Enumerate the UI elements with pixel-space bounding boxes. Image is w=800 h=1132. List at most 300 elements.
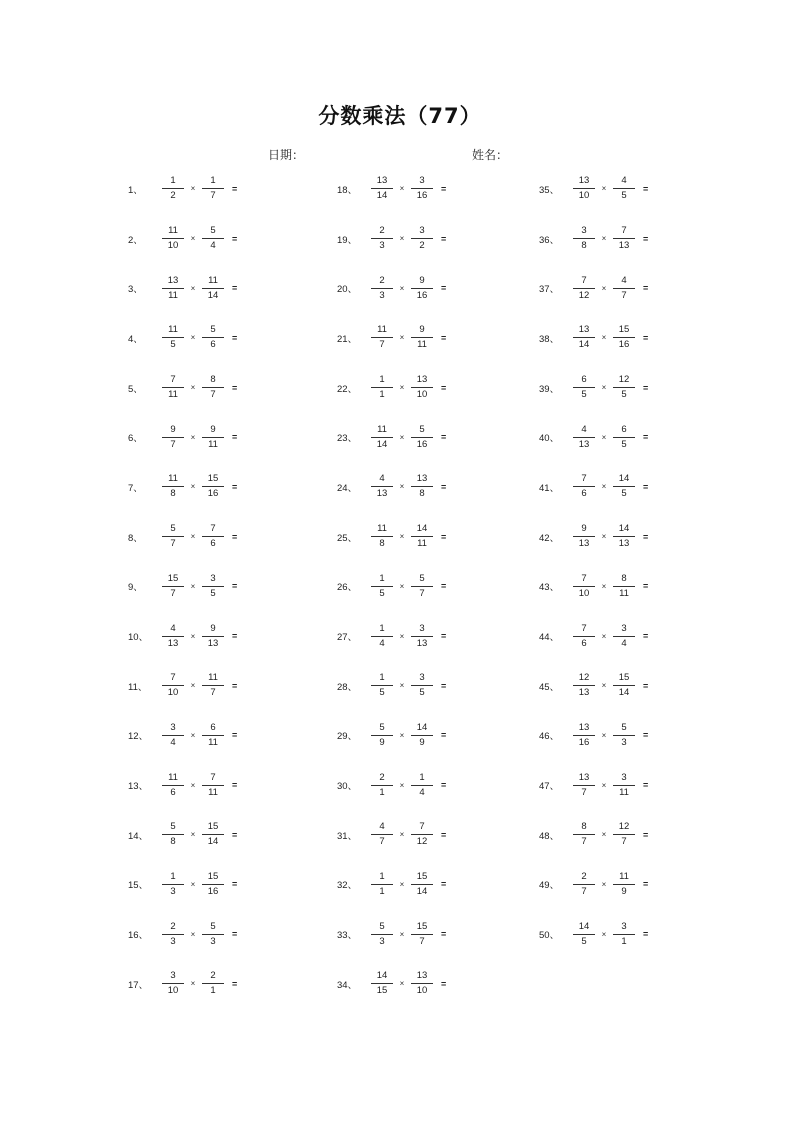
denominator: 14	[376, 190, 388, 202]
multiply-sign: ×	[601, 730, 607, 740]
problem-number: 20、	[337, 284, 358, 296]
numerator: 2	[379, 274, 385, 286]
equals-sign: =	[232, 382, 238, 393]
denominator: 5	[581, 935, 587, 947]
fraction-bar	[162, 188, 184, 189]
denominator: 10	[416, 985, 428, 997]
denominator: 9	[379, 736, 385, 748]
problem-number: 14、	[128, 830, 149, 842]
problem-row	[539, 263, 759, 313]
fraction-bar	[202, 288, 224, 289]
multiply-sign: ×	[190, 929, 196, 939]
fraction-bar	[162, 337, 184, 338]
fraction-left	[573, 772, 595, 799]
fraction-bar	[202, 536, 224, 537]
fraction-bar	[371, 884, 393, 885]
problem-column-2	[337, 164, 557, 1009]
fraction-bar	[573, 486, 595, 487]
denominator: 3	[170, 885, 176, 897]
denominator: 4	[621, 637, 627, 649]
fraction-bar	[371, 636, 393, 637]
denominator: 13	[618, 538, 630, 550]
fraction-bar	[162, 486, 184, 487]
fraction-bar	[573, 685, 595, 686]
denominator: 12	[416, 836, 428, 848]
multiply-sign: ×	[399, 432, 405, 442]
denominator: 7	[581, 836, 587, 848]
denominator: 11	[168, 389, 178, 401]
equals-sign: =	[232, 183, 238, 194]
multiply-sign: ×	[190, 879, 196, 889]
problem-number: 40、	[539, 433, 560, 445]
fraction-right	[613, 722, 635, 749]
numerator: 7	[419, 821, 425, 833]
denominator: 7	[170, 438, 176, 450]
denominator: 8	[170, 488, 176, 500]
fraction-right	[613, 523, 635, 550]
problem-row	[337, 512, 557, 562]
denominator: 1	[379, 786, 385, 798]
problem-row	[539, 363, 759, 413]
fraction-left	[573, 225, 595, 252]
problem-number: 32、	[337, 880, 358, 892]
problem-row	[337, 313, 557, 363]
problem-number: 18、	[337, 184, 358, 196]
denominator: 9	[419, 736, 425, 748]
fraction-left	[371, 523, 393, 550]
fraction-left	[162, 374, 184, 401]
fraction-right	[411, 473, 433, 500]
problem-number: 21、	[337, 333, 358, 345]
multiply-sign: ×	[601, 879, 607, 889]
numerator: 13	[578, 771, 590, 783]
fraction-bar	[202, 636, 224, 637]
fraction-right	[411, 175, 433, 202]
denominator: 7	[419, 587, 425, 599]
fraction-bar	[411, 934, 433, 935]
problem-number: 3、	[128, 284, 143, 296]
fraction-right	[411, 722, 433, 749]
fraction-bar	[411, 834, 433, 835]
fraction-bar	[162, 387, 184, 388]
denominator: 3	[379, 935, 385, 947]
fraction-bar	[411, 437, 433, 438]
fraction-right	[202, 772, 224, 799]
numerator: 5	[170, 821, 176, 833]
fraction-left	[573, 871, 595, 898]
problem-number: 38、	[539, 333, 560, 345]
denominator: 5	[621, 488, 627, 500]
fraction-bar	[613, 884, 635, 885]
denominator: 3	[379, 240, 385, 252]
fraction-bar	[573, 735, 595, 736]
fraction-bar	[202, 586, 224, 587]
problem-number: 4、	[128, 333, 143, 345]
equals-sign: =	[441, 432, 447, 443]
fraction-bar	[371, 437, 393, 438]
fraction-bar	[411, 387, 433, 388]
denominator: 10	[167, 985, 179, 997]
fraction-left	[162, 324, 184, 351]
fraction-bar	[613, 188, 635, 189]
equals-sign: =	[441, 183, 447, 194]
denominator: 16	[416, 190, 428, 202]
fraction-right	[202, 225, 224, 252]
fraction-left	[573, 473, 595, 500]
numerator: 15	[416, 920, 428, 932]
fraction-left	[371, 424, 393, 451]
fraction-right	[411, 324, 433, 351]
denominator: 3	[210, 935, 216, 947]
denominator: 11	[619, 786, 629, 798]
fraction-bar	[162, 785, 184, 786]
problem-number: 13、	[128, 781, 149, 793]
numerator: 12	[618, 374, 630, 386]
denominator: 7	[379, 339, 385, 351]
problem-number: 5、	[128, 383, 143, 395]
multiply-sign: ×	[399, 283, 405, 293]
denominator: 16	[578, 736, 590, 748]
denominator: 11	[208, 736, 218, 748]
denominator: 16	[207, 488, 219, 500]
problem-number: 15、	[128, 880, 149, 892]
denominator: 6	[210, 538, 216, 550]
fraction-left	[371, 772, 393, 799]
problem-number: 44、	[539, 632, 560, 644]
denominator: 5	[379, 587, 385, 599]
problem-row	[337, 711, 557, 761]
fraction-right	[613, 424, 635, 451]
denominator: 3	[170, 935, 176, 947]
denominator: 10	[167, 240, 179, 252]
fraction-bar	[202, 387, 224, 388]
multiply-sign: ×	[399, 333, 405, 343]
numerator: 2	[581, 870, 587, 882]
denominator: 7	[621, 289, 627, 301]
problem-row	[337, 760, 557, 810]
equals-sign: =	[441, 481, 447, 492]
equals-sign: =	[643, 283, 649, 294]
numerator: 13	[578, 721, 590, 733]
fraction-left	[573, 623, 595, 650]
denominator: 2	[419, 240, 425, 252]
fraction-bar	[411, 536, 433, 537]
denominator: 15	[376, 985, 388, 997]
numerator: 5	[170, 523, 176, 535]
denominator: 6	[581, 488, 587, 500]
equals-sign: =	[232, 233, 238, 244]
denominator: 7	[170, 587, 176, 599]
multiply-sign: ×	[190, 482, 196, 492]
numerator: 1	[210, 175, 216, 187]
fraction-left	[573, 275, 595, 302]
fraction-bar	[162, 437, 184, 438]
denominator: 7	[210, 389, 216, 401]
denominator: 4	[170, 736, 176, 748]
fraction-right	[613, 175, 635, 202]
multiply-sign: ×	[399, 730, 405, 740]
equals-sign: =	[643, 680, 649, 691]
equals-sign: =	[643, 332, 649, 343]
numerator: 4	[170, 622, 176, 634]
denominator: 11	[619, 587, 629, 599]
denominator: 4	[210, 240, 216, 252]
fraction-bar	[573, 437, 595, 438]
fraction-bar	[162, 636, 184, 637]
fraction-right	[202, 573, 224, 600]
fraction-bar	[613, 437, 635, 438]
fraction-bar	[613, 337, 635, 338]
problem-row	[337, 214, 557, 264]
denominator: 2	[170, 190, 176, 202]
fraction-right	[613, 623, 635, 650]
equals-sign: =	[441, 929, 447, 940]
equals-sign: =	[643, 233, 649, 244]
fraction-left	[573, 424, 595, 451]
problem-number: 25、	[337, 532, 358, 544]
fraction-bar	[411, 685, 433, 686]
denominator: 9	[621, 885, 627, 897]
denominator: 5	[581, 389, 587, 401]
fraction-bar	[202, 934, 224, 935]
problem-row	[128, 661, 348, 711]
equals-sign: =	[232, 829, 238, 840]
problem-row	[128, 313, 348, 363]
numerator: 8	[581, 821, 587, 833]
multiply-sign: ×	[601, 929, 607, 939]
fraction-bar	[613, 238, 635, 239]
fraction-left	[162, 275, 184, 302]
denominator: 8	[581, 240, 587, 252]
numerator: 3	[581, 225, 587, 237]
problem-number: 6、	[128, 433, 143, 445]
denominator: 7	[379, 836, 385, 848]
problem-number: 16、	[128, 930, 149, 942]
fraction-bar	[573, 934, 595, 935]
numerator: 9	[210, 423, 216, 435]
equals-sign: =	[441, 581, 447, 592]
numerator: 2	[379, 225, 385, 237]
denominator: 13	[578, 687, 590, 699]
numerator: 13	[416, 473, 428, 485]
problem-number: 35、	[539, 184, 560, 196]
fraction-left	[371, 970, 393, 997]
multiply-sign: ×	[399, 482, 405, 492]
numerator: 5	[210, 920, 216, 932]
numerator: 3	[170, 721, 176, 733]
fraction-bar	[371, 486, 393, 487]
denominator: 13	[578, 538, 590, 550]
denominator: 10	[578, 587, 590, 599]
fraction-bar	[573, 884, 595, 885]
fraction-left	[371, 623, 393, 650]
fraction-bar	[573, 636, 595, 637]
fraction-left	[162, 175, 184, 202]
multiply-sign: ×	[190, 383, 196, 393]
numerator: 14	[618, 473, 630, 485]
fraction-left	[162, 772, 184, 799]
equals-sign: =	[441, 780, 447, 791]
numerator: 14	[416, 721, 428, 733]
problem-row	[337, 164, 557, 214]
fraction-right	[613, 275, 635, 302]
fraction-bar	[371, 586, 393, 587]
denominator: 13	[618, 240, 630, 252]
denominator: 4	[419, 786, 425, 798]
denominator: 5	[210, 587, 216, 599]
fraction-left	[162, 573, 184, 600]
problem-number: 28、	[337, 681, 358, 693]
fraction-bar	[613, 636, 635, 637]
multiply-sign: ×	[399, 929, 405, 939]
problem-row	[539, 611, 759, 661]
problem-row	[337, 412, 557, 462]
fraction-bar	[411, 337, 433, 338]
fraction-bar	[613, 387, 635, 388]
numerator: 15	[618, 324, 630, 336]
fraction-bar	[202, 834, 224, 835]
equals-sign: =	[643, 829, 649, 840]
multiply-sign: ×	[601, 432, 607, 442]
problem-number: 19、	[337, 234, 358, 246]
problem-row	[539, 313, 759, 363]
numerator: 11	[168, 324, 178, 336]
numerator: 14	[376, 970, 388, 982]
fraction-bar	[371, 387, 393, 388]
fraction-right	[202, 921, 224, 948]
problem-number: 33、	[337, 930, 358, 942]
problem-row	[337, 263, 557, 313]
multiply-sign: ×	[399, 631, 405, 641]
fraction-bar	[411, 486, 433, 487]
fraction-bar	[162, 934, 184, 935]
denominator: 5	[419, 687, 425, 699]
fraction-bar	[162, 238, 184, 239]
numerator: 5	[379, 920, 385, 932]
fraction-left	[371, 324, 393, 351]
problem-row	[337, 959, 557, 1009]
equals-sign: =	[643, 481, 649, 492]
fraction-bar	[613, 834, 635, 835]
problem-row	[539, 462, 759, 512]
numerator: 11	[168, 225, 178, 237]
fraction-bar	[162, 685, 184, 686]
problem-number: 43、	[539, 582, 560, 594]
numerator: 11	[377, 423, 387, 435]
problem-row	[128, 363, 348, 413]
denominator: 11	[417, 339, 427, 351]
numerator: 12	[578, 672, 590, 684]
fraction-left	[371, 921, 393, 948]
problem-number: 31、	[337, 830, 358, 842]
equals-sign: =	[643, 183, 649, 194]
problem-number: 10、	[128, 632, 149, 644]
fraction-right	[411, 921, 433, 948]
numerator: 15	[167, 572, 179, 584]
numerator: 2	[379, 771, 385, 783]
problem-number: 30、	[337, 781, 358, 793]
problem-number: 8、	[128, 532, 143, 544]
numerator: 7	[581, 274, 587, 286]
multiply-sign: ×	[601, 283, 607, 293]
equals-sign: =	[232, 879, 238, 890]
denominator: 16	[207, 885, 219, 897]
problem-number: 34、	[337, 979, 358, 991]
problem-row	[539, 810, 759, 860]
equals-sign: =	[441, 680, 447, 691]
fraction-left	[162, 871, 184, 898]
multiply-sign: ×	[399, 234, 405, 244]
numerator: 1	[379, 672, 385, 684]
fraction-right	[411, 573, 433, 600]
numerator: 11	[208, 672, 218, 684]
problem-number: 49、	[539, 880, 560, 892]
fraction-left	[371, 175, 393, 202]
fraction-bar	[162, 735, 184, 736]
fraction-bar	[411, 238, 433, 239]
equals-sign: =	[232, 680, 238, 691]
multiply-sign: ×	[601, 681, 607, 691]
fraction-left	[573, 821, 595, 848]
fraction-right	[613, 772, 635, 799]
fraction-right	[202, 473, 224, 500]
numerator: 3	[170, 970, 176, 982]
equals-sign: =	[232, 283, 238, 294]
denominator: 7	[621, 836, 627, 848]
denominator: 7	[170, 538, 176, 550]
multiply-sign: ×	[190, 532, 196, 542]
fraction-right	[613, 374, 635, 401]
denominator: 11	[208, 438, 218, 450]
problem-row	[539, 661, 759, 711]
denominator: 10	[167, 687, 179, 699]
numerator: 3	[419, 175, 425, 187]
fraction-bar	[162, 586, 184, 587]
problem-row	[128, 462, 348, 512]
fraction-bar	[371, 337, 393, 338]
multiply-sign: ×	[190, 581, 196, 591]
denominator: 16	[416, 438, 428, 450]
fraction-bar	[202, 685, 224, 686]
problem-number: 23、	[337, 433, 358, 445]
fraction-right	[202, 374, 224, 401]
problem-row	[128, 959, 348, 1009]
problem-row	[337, 810, 557, 860]
equals-sign: =	[441, 978, 447, 989]
numerator: 13	[376, 175, 388, 187]
fraction-bar	[371, 288, 393, 289]
multiply-sign: ×	[399, 532, 405, 542]
equals-sign: =	[643, 581, 649, 592]
fraction-right	[202, 871, 224, 898]
denominator: 13	[207, 637, 219, 649]
numerator: 7	[210, 523, 216, 535]
denominator: 5	[621, 389, 627, 401]
fraction-right	[202, 523, 224, 550]
numerator: 9	[419, 324, 425, 336]
numerator: 1	[379, 622, 385, 634]
denominator: 13	[376, 488, 388, 500]
fraction-right	[613, 225, 635, 252]
numerator: 13	[167, 274, 179, 286]
fraction-left	[371, 573, 393, 600]
fraction-left	[573, 672, 595, 699]
numerator: 5	[379, 721, 385, 733]
problem-number: 17、	[128, 979, 149, 991]
problem-row	[539, 512, 759, 562]
problem-row	[128, 164, 348, 214]
fraction-right	[613, 672, 635, 699]
